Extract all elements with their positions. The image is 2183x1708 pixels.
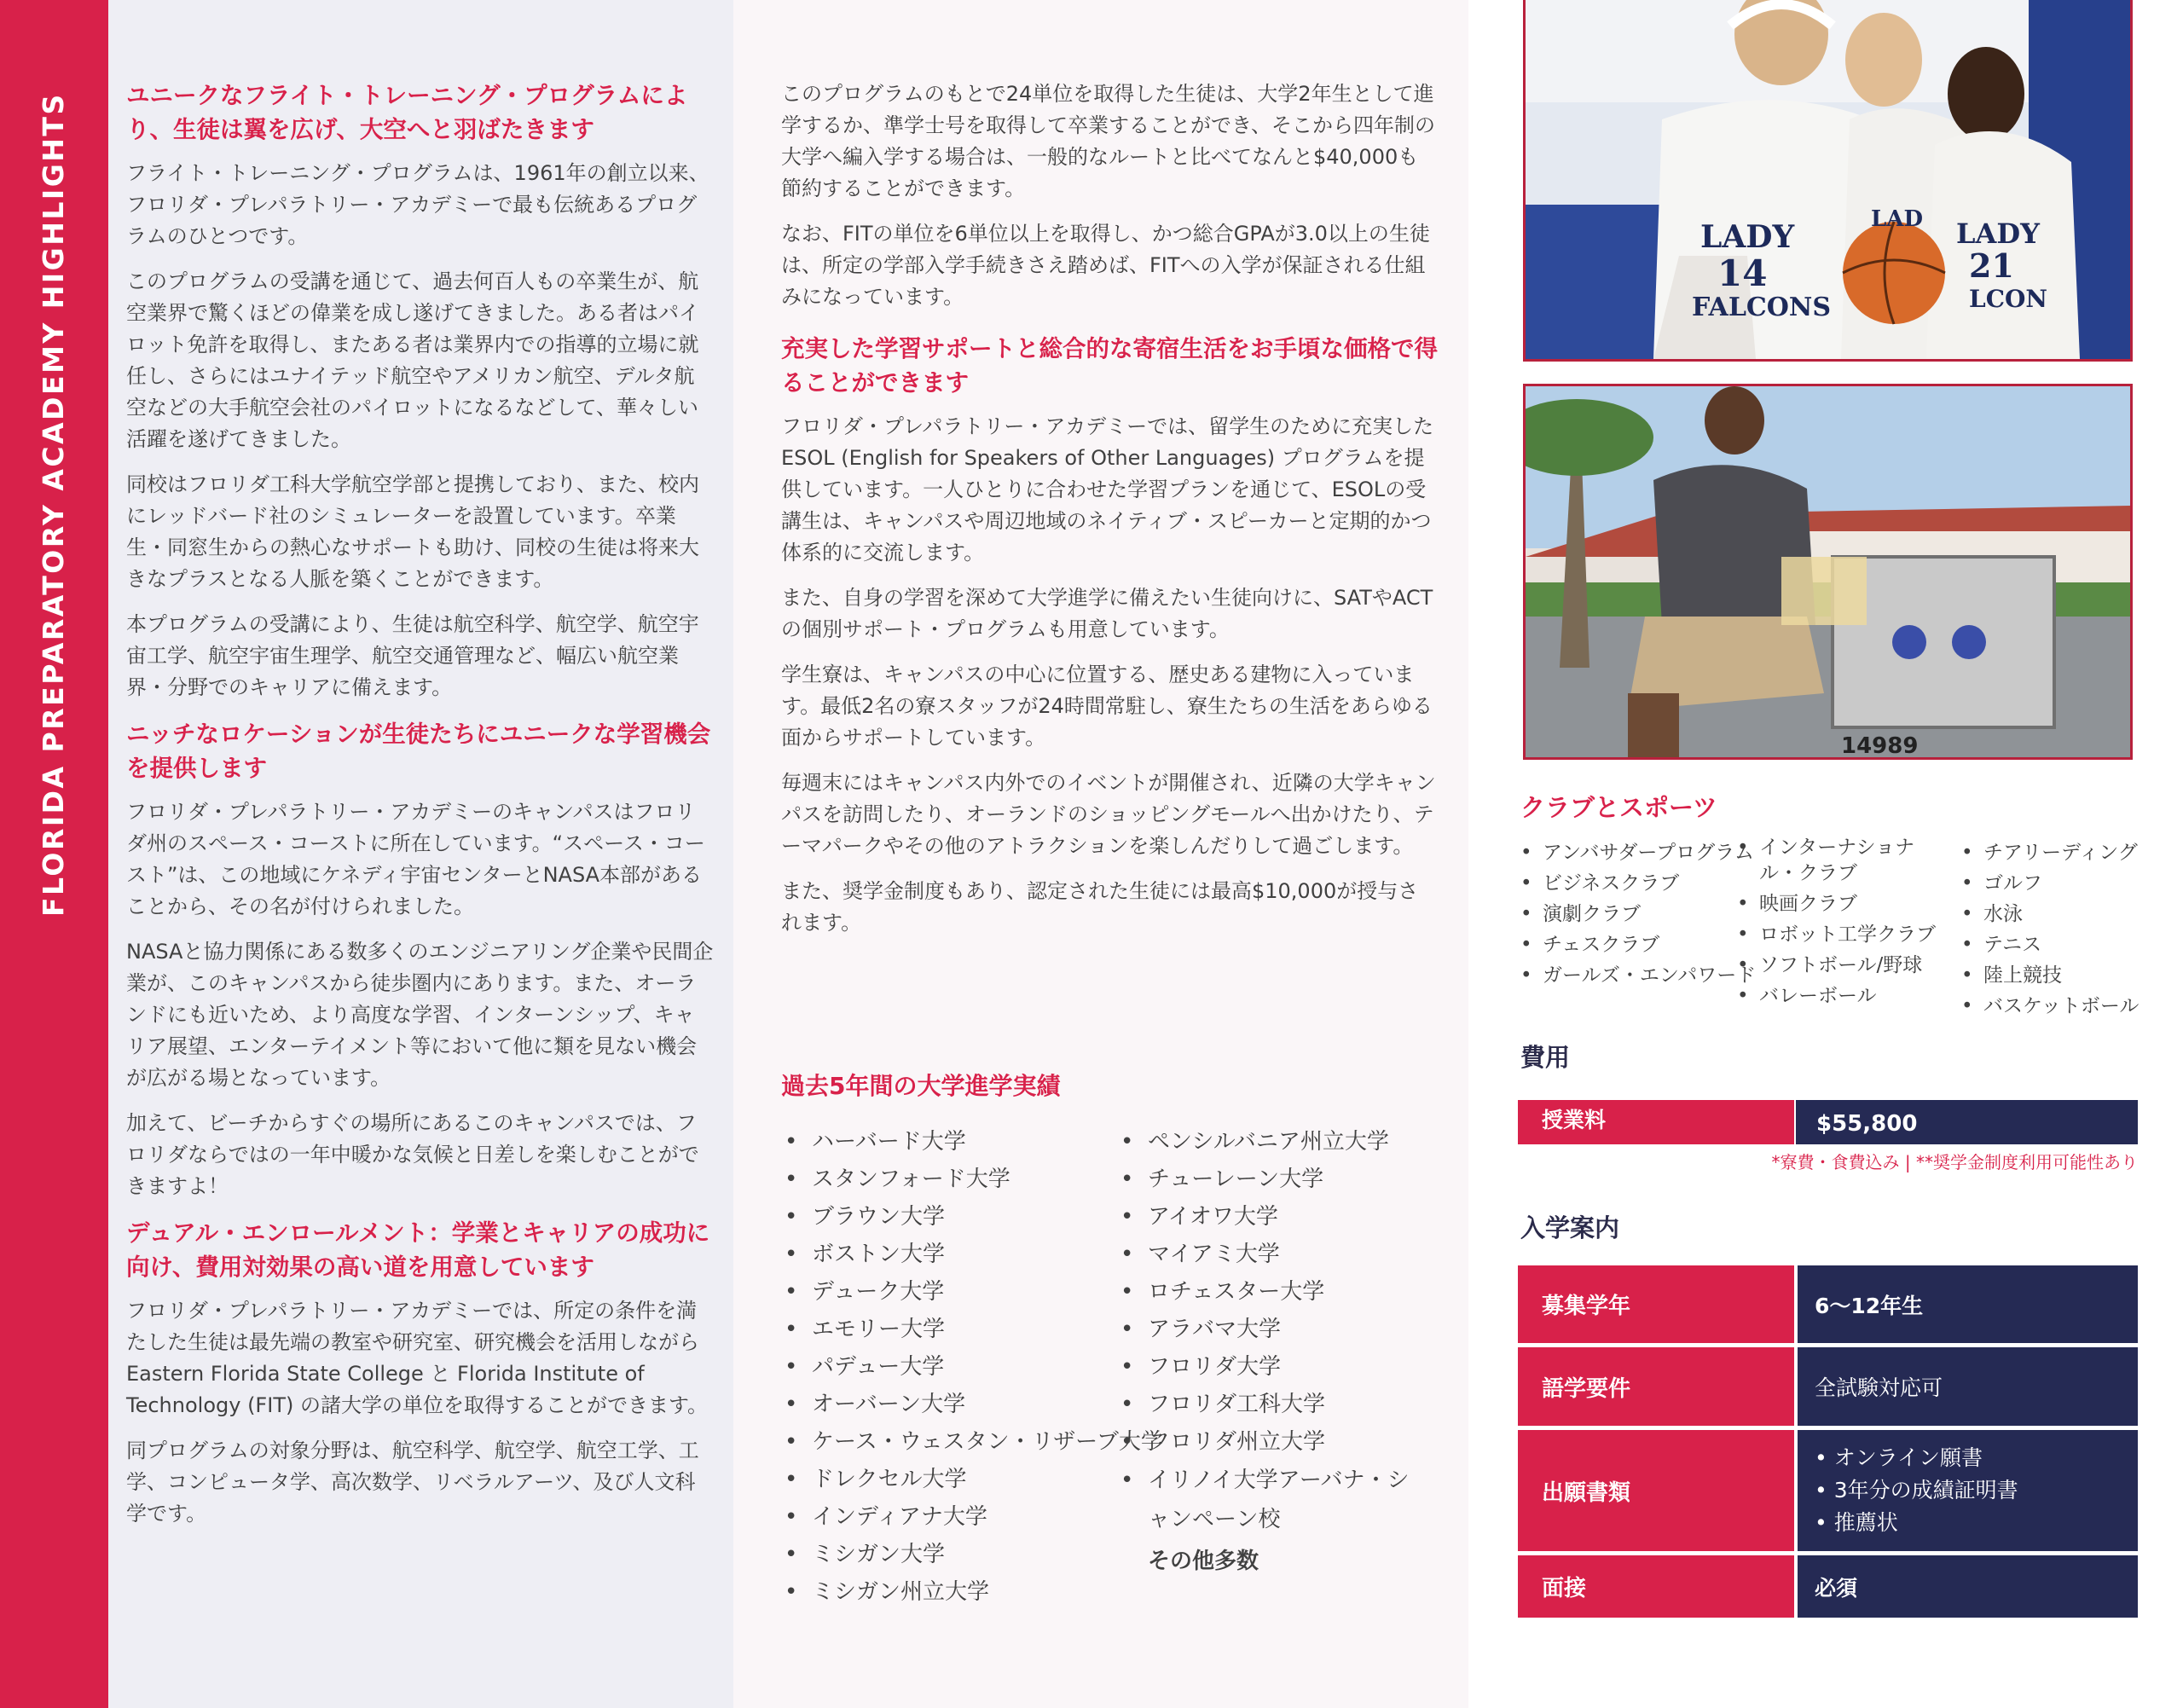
- photo-basketball: [1523, 0, 2133, 362]
- paragraph: 学生寮は、キャンパスの中心に位置する、歴史ある建物に入っています。最低2名の寮スタッフが24時間常駐し、寮生たちの生活をあらゆる面からサポートしています。: [781, 663, 1433, 750]
- tuition-row: [1518, 1100, 2138, 1144]
- university-item: • ケース・ウェスタン・リザーブ大学: [781, 1423, 1163, 1461]
- university-item: • パデュー大学: [781, 1348, 1163, 1386]
- club-item: • 映画クラブ: [1737, 891, 1938, 917]
- document-item: • 3年分の成績証明書: [1815, 1478, 2018, 1502]
- column-1: [126, 78, 715, 1543]
- university-item: • エモリー大学: [781, 1311, 1163, 1348]
- grades-label: 募集学年: [1518, 1265, 1794, 1343]
- jersey-text: LAD: [1871, 206, 1924, 232]
- tuition-value: $55,800: [1796, 1100, 2138, 1144]
- robot-number: 14989: [1841, 733, 1919, 757]
- admission-title: 入学案内: [1520, 1213, 1620, 1242]
- document-item: • オンライン願書: [1815, 1445, 1983, 1470]
- interview-label: 面接: [1518, 1555, 1794, 1618]
- heading-dual-enrollment: デュアル・エンロールメント：学業とキャリアの成功に向け、費用対効果の高い道を用意しています: [126, 1219, 710, 1281]
- club-item: • チアリーディング: [1961, 840, 2139, 866]
- sidebar-title: FLORIDA PREPARATORY ACADEMY HIGHLIGHTS: [37, 92, 70, 917]
- heading-location: ニッチなロケーションが生徒たちにユニークな学習機会を提供します: [126, 721, 711, 782]
- university-item: • フロリダ大学: [1117, 1348, 1429, 1386]
- jersey-text: FALCONS: [1692, 292, 1832, 322]
- paragraph: 毎週末にはキャンパス内外でのイベントが開催され、近隣の大学キャンパスを訪問したり、オーランドのショッピングモールへ出かけたり、テーマパークやその他のアトラクションを楽しんだりして過ごします。: [781, 771, 1436, 858]
- jersey-text: 21: [1969, 246, 2014, 285]
- paragraph: NASAと協力関係にある数多くのエンジニアリング企業や民間企業が、このキャンパスから徒歩圏内にあります。また、オーランドにも近いため、より高度な学習、インターンシップ、キャリア展望、エンターテイメント等において他に類を見ない機会が広がる場となっています。: [126, 940, 714, 1090]
- club-item: • チェスクラブ: [1520, 932, 1756, 958]
- jersey-text: 14: [1717, 252, 1768, 294]
- paragraph: フロリダ・プレパラトリー・アカデミーでは、所定の条件を満たした生徒は最先端の教室や研究室、研究機会を活用しながら Eastern Florida State College と Florida Institute of Technology (FIT) の諸大学の単位を取得することができます。: [126, 1299, 709, 1417]
- club-item: • ソフトボール/野球: [1737, 952, 1938, 978]
- university-item: • マイアミ大学: [1117, 1236, 1429, 1273]
- jersey-text: LCON: [1969, 285, 2047, 313]
- club-item: • ガールズ・エンパワード: [1520, 963, 1756, 988]
- paragraph: フライト・トレーニング・プログラムは、1961年の創立以来、フロリダ・プレパラトリー・アカデミーで最も伝統あるプログラムのひとつです。: [126, 161, 709, 248]
- clubs-title: クラブとスポーツ: [1520, 793, 1717, 822]
- admission-row-grades: [1518, 1265, 2138, 1343]
- university-item: • ミシガン大学: [781, 1536, 1163, 1573]
- paragraph: 同校はフロリダ工科大学航空学部と提携しており、また、校内にレッドバード社のシミュレーターを設置しています。卒業生・同窓生からの熱心なサポートも助け、同校の生徒は将来大きなプラスとなる人脈を築くことができます。: [126, 472, 699, 591]
- jersey-text: LADY: [1700, 219, 1795, 255]
- documents-label: 出願書類: [1518, 1430, 1794, 1551]
- club-item: • バスケットボール: [1961, 993, 2139, 1019]
- university-item: • スタンフォード大学: [781, 1161, 1163, 1198]
- documents-value: [1798, 1430, 2138, 1551]
- university-item: • ハーバード大学: [781, 1123, 1163, 1161]
- paragraph: 加えて、ビーチからすぐの場所にあるこのキャンパスでは、フロリダならではの一年中暖かな気候と日差しを楽しむことができますよ！: [126, 1111, 699, 1198]
- fees-note: *寮費・食費込み | **奨学金制度利用可能性あり: [1771, 1152, 2138, 1172]
- university-item: • フロリダ州立大学: [1117, 1423, 1429, 1461]
- interview-value: 必須: [1798, 1555, 2138, 1618]
- university-item: • ロチェスター大学: [1117, 1273, 1429, 1311]
- university-item: • チューレーン大学: [1117, 1161, 1429, 1198]
- grades-value: 6～12年生: [1798, 1265, 2138, 1343]
- university-item: • イリノイ大学アーバナ・シャンペーン校: [1117, 1461, 1429, 1543]
- language-value: 全試験対応可: [1798, 1347, 2138, 1426]
- club-item: • ビジネスクラブ: [1520, 871, 1756, 896]
- admission-row-interview: [1518, 1555, 2138, 1618]
- university-item: • デューク大学: [781, 1273, 1163, 1311]
- jersey-text: LADY: [1956, 217, 2040, 250]
- club-item: • アンバサダープログラム: [1520, 840, 1756, 866]
- column-2: [781, 78, 1438, 952]
- admission-row-documents: [1518, 1430, 2138, 1551]
- sidebar: [0, 0, 108, 1708]
- university-item: • ドレクセル大学: [781, 1461, 1163, 1498]
- fees-title: 費用: [1520, 1043, 1571, 1072]
- university-item: • アラバマ大学: [1117, 1311, 1429, 1348]
- club-item: • 演劇クラブ: [1520, 901, 1756, 927]
- club-item: • 水泳: [1961, 901, 2139, 927]
- university-item: • ペンシルバニア州立大学: [1117, 1123, 1429, 1161]
- paragraph: このプログラムの受講を通じて、過去何百人もの卒業生が、航空業界で驚くほどの偉業を成し遂げてきました。ある者はパイロット免許を取得し、またある者は業界内での指導的立場に就任し、さらにはユナイテッド航空やアメリカン航空、デルタ航空などの大手航空会社のパイロットになるなどして、華々しい活躍を遂げてきました。: [126, 269, 699, 451]
- club-item: • インターナショナル・クラブ: [1737, 835, 1938, 886]
- document-item: • 推薦状: [1815, 1510, 1898, 1535]
- documents-list: [1815, 1442, 2018, 1539]
- universities-more: その他多数: [1148, 1549, 1259, 1574]
- clubs-list-b: [1737, 835, 1938, 1014]
- paragraph: なお、FITの単位を6単位以上を取得し、かつ総合GPAが3.0以上の生徒は、所定の学部入学手続きさえ踏めば、FITへの入学が保証される仕組みになっています。: [781, 222, 1430, 309]
- paragraph: 本プログラムの受講により、生徒は航空科学、航空学、航空宇宙工学、航空宇宙生理学、航空交通管理など、幅広い航空業界・分野でのキャリアに備えます。: [126, 612, 699, 699]
- university-item: • ブラウン大学: [781, 1198, 1163, 1236]
- tuition-label: 授業料: [1518, 1100, 1794, 1144]
- clubs-list-a: [1520, 840, 1756, 993]
- clubs-list-c: [1961, 840, 2139, 1024]
- paragraph: また、自身の学習を深めて大学進学に備えたい生徒向けに、SATやACTの個別サポート・プログラムも用意しています。: [781, 586, 1433, 641]
- document-text: 3年分の成績証明書: [1833, 1478, 2018, 1502]
- university-item: • ミシガン州立大学: [781, 1573, 1163, 1611]
- document-text: 推薦状: [1833, 1510, 1898, 1535]
- club-item: • 陸上競技: [1961, 963, 2139, 988]
- basketball-illustration: [1526, 0, 2130, 359]
- university-item: • オーバーン大学: [781, 1386, 1163, 1423]
- heading-flight-training: ユニークなフライト・トレーニング・プログラムにより、生徒は翼を広げ、大空へと羽ばたきます: [126, 82, 688, 143]
- paragraph: 同プログラムの対象分野は、航空科学、航空学、航空工学、工学、コンピュータ学、高次数学、リベラルアーツ、及び人文科学です。: [126, 1439, 699, 1526]
- university-item: • フロリダ工科大学: [1117, 1386, 1429, 1423]
- paragraph: フロリダ・プレパラトリー・アカデミーでは、留学生のために充実したESOL (English for Speakers of Other Languages) プログラムを提供しています。一人ひとりに合わせた学習プランを通じて、ESOLの受講生は、キャンパスや周辺地域のネイティブ・スピーカーと定期的かつ体系的に交流します。: [781, 414, 1434, 565]
- robotics-illustration: [1526, 386, 2130, 757]
- language-label: 語学要件: [1518, 1347, 1794, 1426]
- universities-title: 過去5年間の大学進学実績: [781, 1072, 1061, 1100]
- paragraph: また、奨学金制度もあり、認定された生徒には最高$10,000が授与されます。: [781, 879, 1419, 935]
- paragraph: フロリダ・プレパラトリー・アカデミーのキャンパスはフロリダ州のスペース・コーストに所在しています。“スペース・コースト”は、この地域にケネディ宇宙センターとNASA本部があることから、その名が付けられました。: [126, 800, 705, 918]
- document-text: オンライン願書: [1833, 1445, 1983, 1470]
- photo-robotics: [1523, 384, 2133, 760]
- heading-support: 充実した学習サポートと総合的な寄宿生活をお手頃な価格で得ることができます: [781, 335, 1438, 397]
- university-item: • ボストン大学: [781, 1236, 1163, 1273]
- club-item: • ゴルフ: [1961, 871, 2139, 896]
- admission-row-language: [1518, 1347, 2138, 1426]
- universities-list-left: [781, 1123, 1163, 1611]
- club-item: • ロボット工学クラブ: [1737, 922, 1938, 947]
- university-item: • アイオワ大学: [1117, 1198, 1429, 1236]
- university-item: • インディアナ大学: [781, 1498, 1163, 1536]
- universities-list-right: [1117, 1123, 1429, 1580]
- club-item: • テニス: [1961, 932, 2139, 958]
- club-item: • バレーボール: [1737, 983, 1938, 1009]
- paragraph: このプログラムのもとで24単位を取得した生徒は、大学2年生として進学するか、準学士号を取得して卒業することができ、そこから四年制の大学へ編入学する場合は、一般的なルートと比べてなんと$40,000も節約することができます。: [781, 82, 1436, 200]
